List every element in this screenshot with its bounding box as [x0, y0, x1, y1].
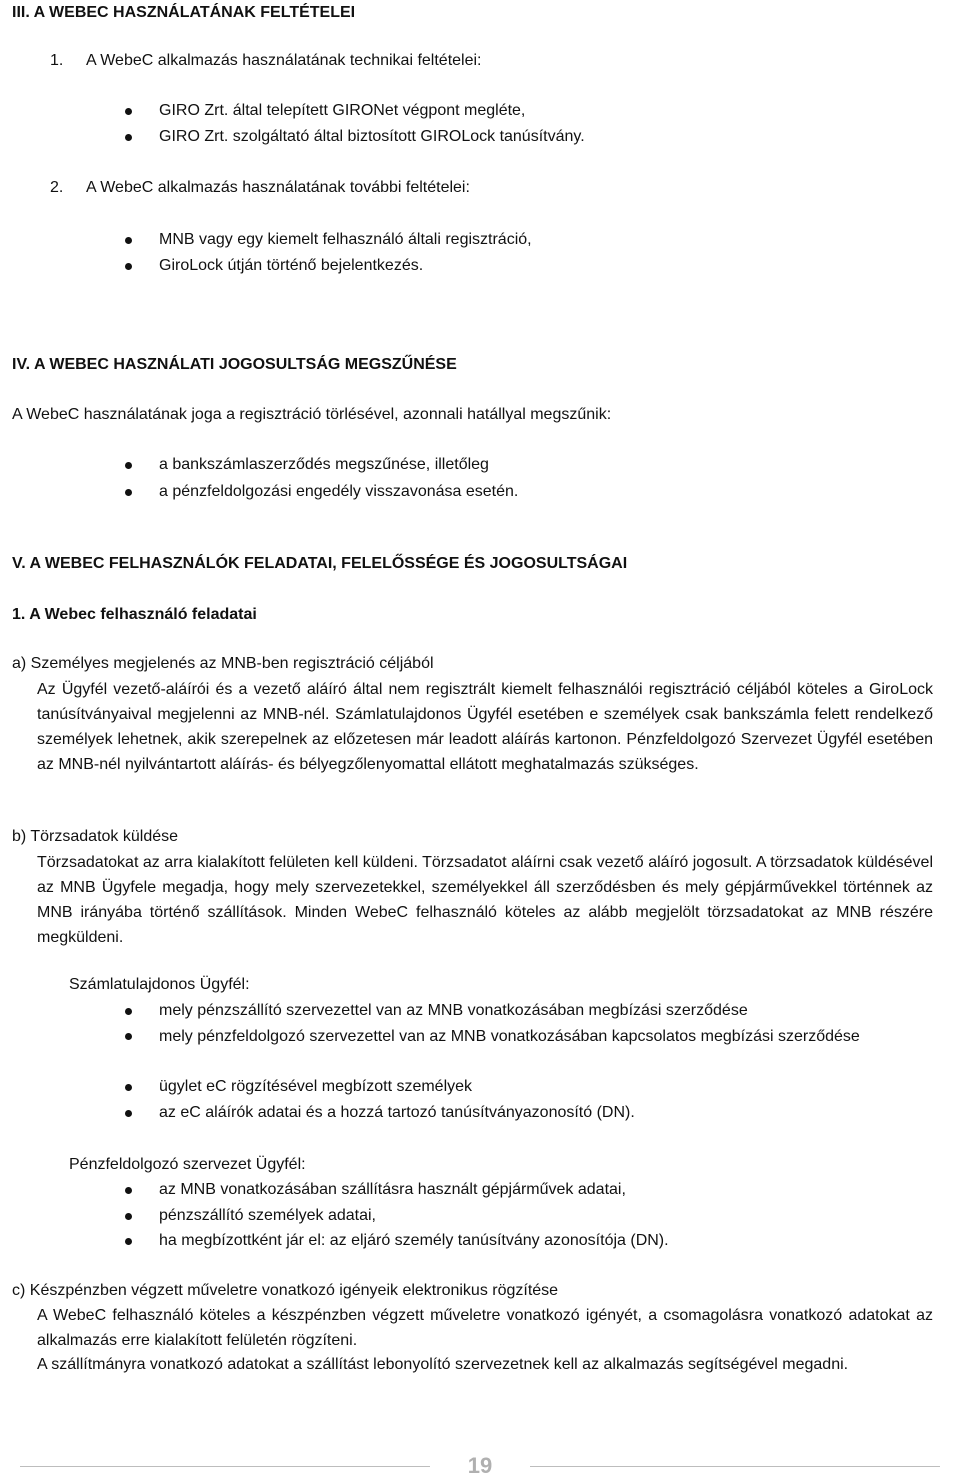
- list-item: a pénzfeldolgozási engedély visszavonása esetén.: [159, 480, 518, 504]
- section-3-heading: III. A WEBEC HASZNÁLATÁNAK FELTÉTELEI: [12, 4, 356, 21]
- list-item: mely pénzfeldolgozó szervezettel van az MNB vonatkozásában kapcsolatos megbízási szerződése: [159, 1024, 932, 1049]
- processor-label: Pénzfeldolgozó szervezet Ügyfél:: [69, 1156, 306, 1173]
- paragraph-a-title: a) Személyes megjelenés az MNB-ben regisztráció céljából: [12, 655, 434, 672]
- paragraph-c-title: c) Készpénzben végzett műveletre vonatkozó igényeik elektronikus rögzítése: [12, 1282, 559, 1299]
- section-5-subheading: 1. A Webec felhasználó feladatai: [12, 606, 257, 623]
- section-3-item-2-number: 2.: [50, 179, 64, 196]
- section-4-heading: IV. A WEBEC HASZNÁLATI JOGOSULTSÁG MEGSZŰNÉSE: [12, 356, 457, 373]
- list-item: ügylet eC rögzítésével megbízott személyek: [159, 1075, 472, 1099]
- list-item: pénzszállító személyek adatai,: [159, 1204, 376, 1228]
- page-number: 19: [467, 1453, 493, 1478]
- section-3-item-2-title: A WebeC alkalmazás használatának további feltételei:: [86, 179, 470, 196]
- section-3-item-1-number: 1.: [50, 52, 64, 69]
- paragraph-c-text-2: A szállítmányra vonatkozó adatokat a szállítást lebonyolító szervezetnek kell az alkalmazás segítségével megadni.: [37, 1356, 849, 1373]
- paragraph-b-text: Törzsadatokat az arra kialakított felületen kell küldeni. Törzsadatot aláírni csak vezető aláíró jogosult. A törzsadatok küldésével az MNB Ügyfele megadja, hogy mely szervezetekkel, személyekkel áll szerződésben és mely gépjárművekkel történnek az MNB irányába történő szállítások. Minden WebeC felhasználó köteles az alább megjelölt törzsadatokat az MNB részére megküldeni.: [37, 854, 933, 946]
- list-item: az eC aláírók adatai és a hozzá tartozó tanúsítványazonosító (DN).: [159, 1101, 635, 1125]
- list-item: GiroLock útján történő bejelentkezés.: [159, 254, 423, 278]
- section-5-heading: V. A WEBEC FELHASZNÁLÓK FELADATAI, FELELŐSSÉGE ÉS JOGOSULTSÁGAI: [12, 555, 628, 572]
- list-item: a bankszámlaszerződés megszűnése, illetőleg: [159, 453, 489, 477]
- account-holder-label: Számlatulajdonos Ügyfél:: [69, 976, 250, 993]
- paragraph-c-text-1: A WebeC felhasználó köteles a készpénzben végzett műveletre vonatkozó igényét, a csomagolásra vonatkozó adatokat az alkalmazás erre kialakított felületén rögzíteni.: [37, 1307, 933, 1349]
- section-4-intro: A WebeC használatának joga a regisztráció törlésével, azonnali hatállyal megszűnik:: [12, 406, 612, 423]
- list-item: GIRO Zrt. által telepített GIRONet végpont megléte,: [159, 99, 525, 123]
- paragraph-b-title: b) Törzsadatok küldése: [12, 828, 179, 845]
- paragraph-a-text: Az Ügyfél vezető-aláírói és a vezető aláíró által nem regisztrált kiemelt felhasználói regisztráció céljából köteles a GiroLock tanúsítványaival megjelenni az MNB-nél. Számlatulajdonos Ügyfél esetében e személyek csak bankszámla felett rendelkező személyek lehetnek, akik szerepelnek az előzetesen már leadott aláírás kartonon. Pénzfeldolgozó Szervezet Ügyfél esetében az MNB-nél nyilvántartott aláírás- és bélyegzőlenyomattal ellátott meghatalmazás szükséges.: [37, 681, 933, 773]
- section-3-item-1-title: A WebeC alkalmazás használatának technikai feltételei:: [86, 52, 482, 69]
- list-item: MNB vagy egy kiemelt felhasználó általi regisztráció,: [159, 228, 532, 252]
- list-item: ha megbízottként jár el: az eljáró személy tanúsítvány azonosítója (DN).: [159, 1229, 669, 1253]
- list-item: GIRO Zrt. szolgáltató által biztosított GIROLock tanúsítvány.: [159, 125, 585, 149]
- list-item: az MNB vonatkozásában szállításra használt gépjárművek adatai,: [159, 1178, 626, 1202]
- list-item: mely pénzszállító szervezettel van az MNB vonatkozásában megbízási szerződése: [159, 999, 748, 1023]
